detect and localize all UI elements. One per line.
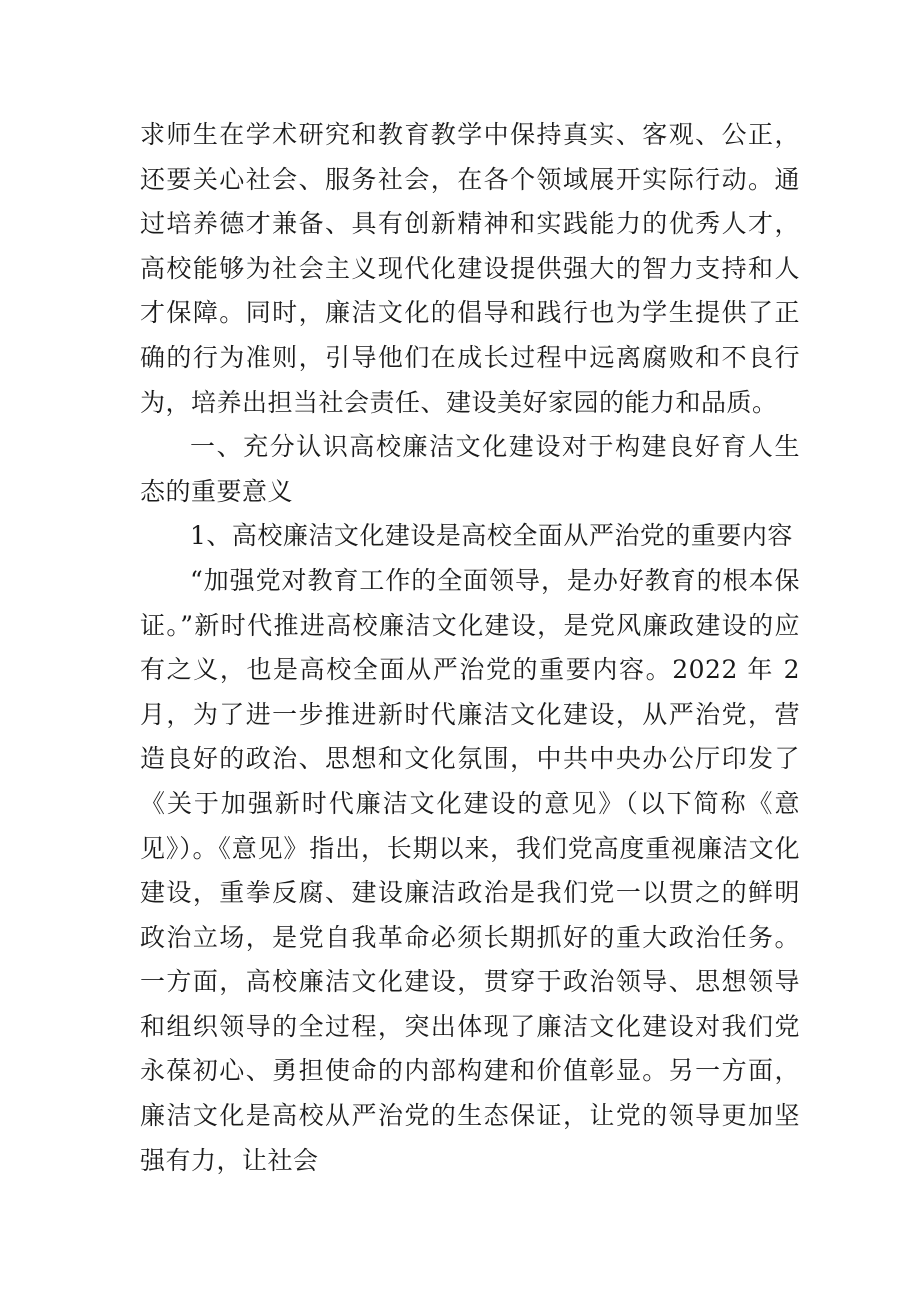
subsection-heading: 1、高校廉洁文化建设是高校全面从严治党的重要内容 <box>190 521 793 551</box>
section-heading: 一、充分认识高校廉洁文化建设对于构建良好育人生态的重要意义 <box>140 432 800 506</box>
intro-continuation-paragraph: 求师生在学术研究和教育教学中保持真实、客观、公正，还要关心社会、服务社会，在各个领域展开实际行动。通过培养德才兼备、具有创新精神和实践能力的优秀人才，高校能够为社会主义现代化建设提供强大的智力支持和人才保障。同时，廉洁文化的倡导和践行也为学生提供了正确的行为准则，引导他们在成长过程中远离腐败和不良行为，培养出担当社会责任、建设美好家园的能力和品质。 <box>140 120 800 417</box>
document-body <box>140 113 800 1183</box>
body-paragraph: “加强党对教育工作的全面领导，是办好教育的根本保证。”新时代推进高校廉洁文化建设，是党风廉政建设的应有之义，也是高校全面从严治党的重要内容。2022 年 2 月，为了进一步推进新时代廉洁文化建设，从严治党，营造良好的政治、思想和文化氛围，中共中央办公厅印发了《关于加强新时代廉洁文化建设的意见》（以下简称《意见》）。《意见》指出，长期以来，我们党高度重视廉洁文化建设，重拳反腐、建设廉洁政治是我们党一以贯之的鲜明政治立场，是党自我革命必须长期抓好的重大政治任务。一方面，高校廉洁文化建设，贯穿于政治领导、思想领导和组织领导的全过程，突出体现了廉洁文化建设对我们党永葆初心、勇担使命的内部构建和价值彰显。另一方面，廉洁文化是高校从严治党的生态保证，让党的领导更加坚强有力，让社会 <box>140 565 800 1175</box>
